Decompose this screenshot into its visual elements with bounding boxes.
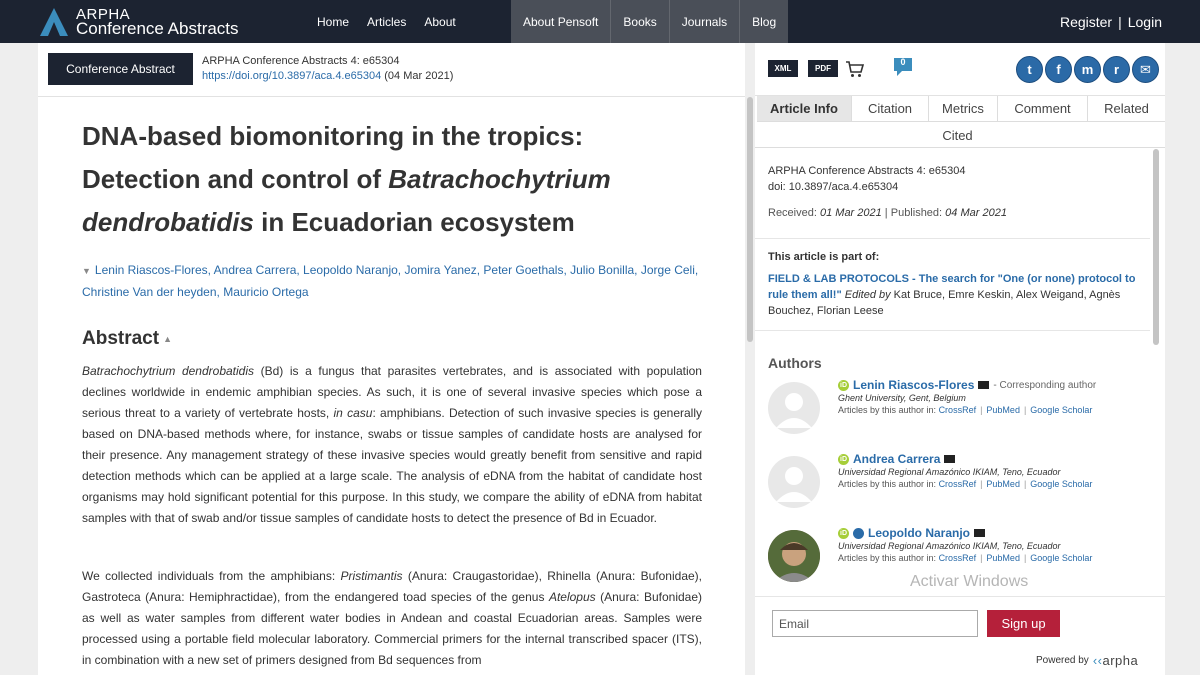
- author-list: ▼ Lenin Riascos-Flores, Andrea Carrera, Leopoldo Naranjo, Jomira Yanez, Peter Goethals, Julio Bonilla, Jorge Celi, Christine Van der heyden, Mauricio Ortega: [82, 263, 699, 299]
- avatar-photo: [768, 530, 820, 582]
- conference-abstract-badge: Conference Abstract: [48, 53, 193, 85]
- paragraph-text: (Anura: Craugastoridae), Rhinella (Anura: Bufonidae), Gastroteca (Anura: Hemiphractidae), from the endangered toad species of the genus: [82, 569, 702, 604]
- author-name[interactable]: Andrea Carrera: [853, 452, 941, 466]
- google-scholar-link[interactable]: Google Scholar: [1030, 553, 1093, 563]
- tab-article-info[interactable]: Article Info: [757, 96, 852, 122]
- collection-info: [768, 271, 1143, 319]
- facebook-icon[interactable]: f: [1045, 56, 1072, 83]
- newsletter-signup: [755, 596, 1165, 675]
- dates-separator: |: [881, 207, 891, 219]
- nav-blog[interactable]: Blog: [752, 14, 777, 29]
- info-ref: ARPHA Conference Abstracts 4: e65304: [768, 165, 966, 177]
- pubmed-link[interactable]: PubMed: [986, 405, 1020, 415]
- nav-about[interactable]: About: [424, 14, 456, 29]
- species-name: Batrachochytrium dendrobatidis: [82, 364, 255, 378]
- comment-count: 0: [900, 57, 906, 67]
- pubmed-link[interactable]: PubMed: [986, 479, 1020, 489]
- links-label: Articles by this author in:: [838, 479, 937, 489]
- nav-home[interactable]: Home: [317, 14, 350, 29]
- collapse-up-icon[interactable]: ▲: [163, 333, 172, 344]
- author-name[interactable]: Lenin Riascos-Flores: [853, 378, 975, 392]
- top-navigation: [0, 0, 1200, 43]
- pubmed-link[interactable]: PubMed: [986, 553, 1020, 563]
- author-link[interactable]: Andrea Carrera: [213, 263, 297, 277]
- collection-link[interactable]: FIELD & LAB PROTOCOLS - The search for "One (or none) protocol to rule them all!": [768, 273, 1136, 301]
- tab-cited[interactable]: Cited: [942, 127, 973, 143]
- powered-by: [1036, 653, 1138, 668]
- mendeley-icon[interactable]: m: [1074, 56, 1101, 83]
- author-link[interactable]: Mauricio Ortega: [223, 285, 309, 299]
- login-link[interactable]: Login: [1127, 13, 1162, 30]
- links-label: Articles by this author in:: [838, 553, 937, 563]
- article-info: [768, 163, 1148, 195]
- crossref-link[interactable]: CrossRef: [938, 405, 977, 415]
- nav-books[interactable]: Books: [611, 0, 669, 43]
- tab-comment[interactable]: Comment: [998, 96, 1088, 122]
- mail-icon[interactable]: [974, 529, 985, 537]
- editors: Kat Bruce, Emre Keskin, Alex Weigand, Agnès Bouchez, Florian Leese: [768, 289, 1121, 317]
- email-icon[interactable]: ✉: [1132, 56, 1159, 83]
- author-links: Articles by this author in: CrossRef | PubMed | Google Scholar: [838, 553, 1093, 563]
- part-of-label: This article is part of:: [768, 251, 880, 263]
- info-doi: doi: 10.3897/aca.4.e65304: [768, 181, 899, 193]
- author-links: Articles by this author in: CrossRef | PubMed | Google Scholar: [838, 405, 1093, 415]
- author-link[interactable]: Leopoldo Naranjo: [303, 263, 398, 277]
- article-header-bar: [38, 43, 745, 97]
- page-edge: [1165, 43, 1200, 675]
- google-scholar-link[interactable]: Google Scholar: [1030, 479, 1093, 489]
- orcid-icon[interactable]: iD: [840, 455, 847, 463]
- globe-icon[interactable]: [853, 528, 864, 539]
- logo-line2: Conference Abstracts: [76, 19, 239, 38]
- author-links: Articles by this author in: CrossRef | PubMed | Google Scholar: [838, 479, 1093, 489]
- crossref-link[interactable]: CrossRef: [938, 553, 977, 563]
- twitter-icon[interactable]: t: [1016, 56, 1043, 83]
- article-meta: [202, 54, 453, 84]
- edited-by: Edited by: [841, 289, 891, 301]
- avatar: [768, 382, 820, 434]
- title-part: in Ecuadorian ecosystem: [253, 207, 575, 237]
- author-link[interactable]: Jorge Celi: [640, 263, 695, 277]
- tab-citation[interactable]: Citation: [852, 96, 929, 122]
- author-card: [768, 452, 1148, 514]
- pub-date: (04 Mar 2021): [384, 70, 454, 82]
- nav-articles[interactable]: Articles: [367, 14, 407, 29]
- pensoft-nav-group: [511, 0, 788, 43]
- nav-links: [308, 0, 465, 43]
- crossref-link[interactable]: CrossRef: [938, 479, 977, 489]
- journal-ref: ARPHA Conference Abstracts 4: e65304: [202, 55, 400, 67]
- avatar: [768, 456, 820, 508]
- affiliation: Universidad Regional Amazónico IKIAM, Teno, Ecuador: [838, 467, 1061, 477]
- genus-name: Pristimantis: [340, 569, 403, 583]
- tab-metrics[interactable]: Metrics: [929, 96, 998, 122]
- orcid-icon[interactable]: iD: [840, 381, 847, 389]
- published-date: 04 Mar 2021: [945, 207, 1007, 219]
- register-link[interactable]: Register: [1059, 13, 1113, 30]
- mail-icon[interactable]: [944, 455, 955, 463]
- article-scrollbar[interactable]: [747, 97, 753, 342]
- paragraph-italic: in casu: [333, 406, 373, 420]
- arpha-logo-icon: [38, 6, 70, 38]
- sidebar-tabs: [755, 96, 1165, 148]
- affiliation: Ghent University, Gent, Belgium: [838, 393, 966, 403]
- arpha-brand-icon: ‹‹: [1092, 653, 1103, 668]
- paragraph-text: : amphibians. Detection of such invasive species is generally based on DNA-based methods where, for instance, swabs or tissue samples of candidate hosts are analysed for their presence. Any management strategy of these invasive species would greatly benefit from sensitive and rapid detection methods which can be applied at a large scale. The analysis of eDNA from the habitat of candidate host organisms may hold significant potential for this purpose. In this study, we compare the ability of eDNA from habitat samples with that of swab and/or tissue samples of candidate hosts to detect the presence of Bd in Ecuador.: [82, 406, 702, 525]
- sidebar-panel: [755, 43, 1165, 675]
- abstract-heading[interactable]: [82, 328, 172, 350]
- article-body: [38, 97, 745, 675]
- author-link[interactable]: Jomira Yanez: [404, 263, 477, 277]
- divider: [755, 238, 1150, 239]
- received-date: 01 Mar 2021: [819, 207, 882, 219]
- reddit-icon[interactable]: r: [1103, 56, 1130, 83]
- google-scholar-link[interactable]: Google Scholar: [1030, 405, 1093, 415]
- doi-link[interactable]: https://doi.org/10.3897/aca.4.e65304: [202, 70, 382, 82]
- authors-heading: Authors: [768, 355, 822, 371]
- xml-download-button[interactable]: XML: [768, 60, 798, 77]
- share-icons: [1016, 56, 1161, 83]
- powered-label: Powered by: [1036, 655, 1089, 666]
- nav-journals[interactable]: Journals: [670, 0, 740, 43]
- article-tools: [755, 43, 1165, 96]
- tab-related[interactable]: Related: [1088, 96, 1165, 122]
- title-part: DNA-based biomonitoring in the tropics: Detection and control of: [82, 121, 584, 194]
- auth-separator: |: [1118, 13, 1122, 30]
- collapse-triangle-icon[interactable]: ▼: [82, 266, 91, 276]
- dates: [768, 207, 1007, 219]
- published-label: Published:: [890, 207, 946, 219]
- corresponding-label: - Corresponding author: [993, 379, 1097, 391]
- sidebar-scrollbar[interactable]: [1153, 149, 1159, 345]
- article-title: [82, 115, 682, 244]
- logo-line1: ARPHA: [76, 6, 131, 23]
- author-link[interactable]: Peter Goethals: [483, 263, 564, 277]
- author-link[interactable]: Lenin Riascos-Flores: [94, 263, 208, 277]
- pdf-download-button[interactable]: PDF: [808, 60, 838, 77]
- abstract-paragraph-2: [82, 566, 702, 671]
- sign-up-button[interactable]: Sign up: [987, 610, 1060, 637]
- arpha-logo[interactable]: [38, 6, 239, 38]
- title-species: Batrachochytrium dendrobatidis: [82, 164, 611, 237]
- abstract-paragraph-1: [82, 361, 702, 529]
- author-link[interactable]: Christine Van der heyden: [82, 285, 217, 299]
- mail-icon[interactable]: [978, 381, 989, 389]
- windows-activation-title: Activar Windows: [910, 573, 1029, 590]
- auth-links: [1060, 0, 1162, 43]
- paragraph-text: We collected individuals from the amphibians:: [82, 569, 341, 583]
- author-card: [768, 378, 1148, 440]
- nav-about-pensoft[interactable]: About Pensoft: [511, 0, 611, 43]
- received-label: Received:: [768, 207, 820, 219]
- arpha-brand[interactable]: [1093, 653, 1138, 668]
- affiliation: Universidad Regional Amazónico IKIAM, Teno, Ecuador: [838, 541, 1061, 551]
- author-name[interactable]: Leopoldo Naranjo: [868, 526, 970, 540]
- divider: [755, 330, 1150, 331]
- author-link[interactable]: Julio Bonilla: [570, 263, 635, 277]
- links-label: Articles by this author in:: [838, 405, 937, 415]
- arpha-brand-text: arpha: [1102, 653, 1139, 668]
- paragraph-text: (Bd) is a fungus that parasites vertebrates, and is associated with population declines worldwide in endemic amphibian species. As such, it is one of several invasive species which pose a serious threat to a variety of vertebrate hosts,: [82, 364, 702, 420]
- genus-name: Atelopus: [548, 590, 596, 604]
- abstract-heading-text: Abstract: [82, 328, 160, 349]
- cart-icon[interactable]: [845, 59, 865, 79]
- orcid-icon[interactable]: iD: [840, 529, 847, 537]
- paragraph-text: (Anura: Bufonidae) as well as water samples from different water bodies in Andean and coastal Ecuadorian areas. Samples were processed using a portable field molecular laboratory. Commercial primers for the internal transcribed spacer (ITS), in combination with a new set of primers designed from Bd sequences from: [82, 590, 703, 667]
- email-input[interactable]: [772, 610, 978, 637]
